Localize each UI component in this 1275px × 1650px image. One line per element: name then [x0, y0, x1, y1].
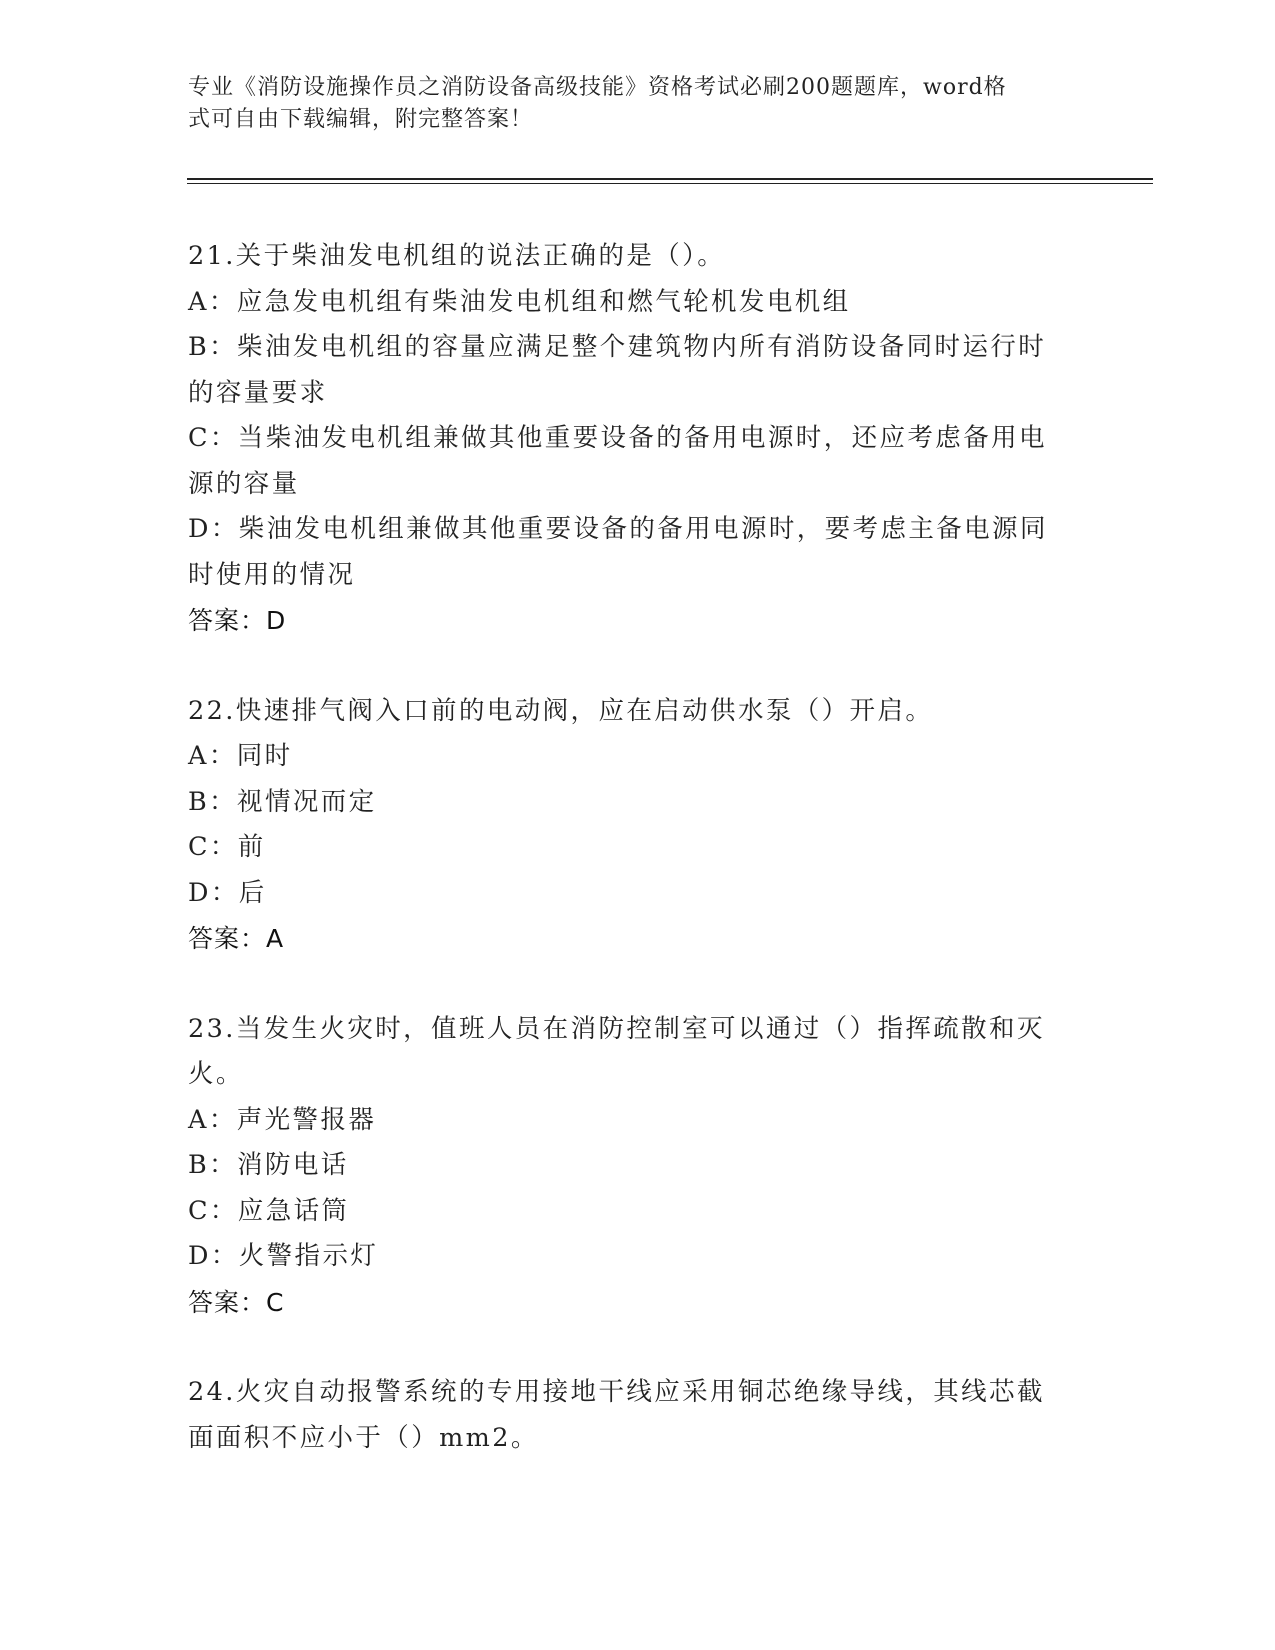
- question-stem-continued: 火。: [188, 1059, 244, 1089]
- option-d-continued: 时使用的情况: [188, 559, 356, 590]
- option-c: C：当柴油发电机组兼做其他重要设备的备用电源时，还应考虑备用电: [188, 423, 1047, 453]
- answer-line: 答案：A: [188, 924, 285, 953]
- option-a: A：同时: [188, 741, 293, 771]
- answer-line: 答案：C: [188, 1287, 285, 1317]
- option-c: C：应急话筒: [188, 1195, 350, 1226]
- question-block: [188, 1370, 1068, 1461]
- header-line-2: 式可自由下载编辑，附完整答案！: [188, 107, 534, 132]
- header-divider-thin: [187, 183, 1153, 184]
- option-b-continued: 的容量要求: [188, 377, 328, 408]
- question-list: [188, 234, 1068, 1506]
- option-a: A：应急发电机组有柴油发电机组和燃气轮机发电机组: [188, 286, 851, 317]
- option-d: D：火警指示灯: [188, 1241, 379, 1271]
- question-stem: 21.关于柴油发电机组的说法正确的是（）。: [188, 241, 726, 271]
- option-b: B：柴油发电机组的容量应满足整个建筑物内所有消防设备同时运行时: [188, 332, 1047, 362]
- question-stem-continued: 面面积不应小于（）mm2。: [188, 1422, 539, 1453]
- header-line-1: 专业《消防设施操作员之消防设备高级技能》资格考试必刷200题题库，word格: [188, 75, 1007, 100]
- option-d: D：柴油发电机组兼做其他重要设备的备用电源时，要考虑主备电源同: [188, 514, 1048, 544]
- header-divider-thick: [187, 178, 1153, 180]
- question-stem: 23.当发生火灾时，值班人员在消防控制室可以通过（）指挥疏散和灭: [188, 1013, 1045, 1044]
- option-c-continued: 源的容量: [188, 468, 300, 499]
- question-block: [188, 234, 1068, 644]
- option-a: A：声光警报器: [188, 1104, 377, 1135]
- question-block: [188, 689, 1068, 962]
- option-c: C：前: [188, 832, 266, 862]
- option-b: B：消防电话: [188, 1150, 349, 1180]
- option-d: D：后: [188, 877, 267, 908]
- question-stem: 24.火灾自动报警系统的专用接地干线应采用铜芯绝缘导线，其线芯截: [188, 1377, 1045, 1407]
- option-b: B：视情况而定: [188, 786, 377, 817]
- question-stem: 22.快速排气阀入口前的电动阀，应在启动供水泵（）开启。: [188, 695, 934, 726]
- document-header: [188, 72, 1068, 136]
- question-block: [188, 1007, 1068, 1326]
- answer-line: 答案：D: [188, 606, 287, 635]
